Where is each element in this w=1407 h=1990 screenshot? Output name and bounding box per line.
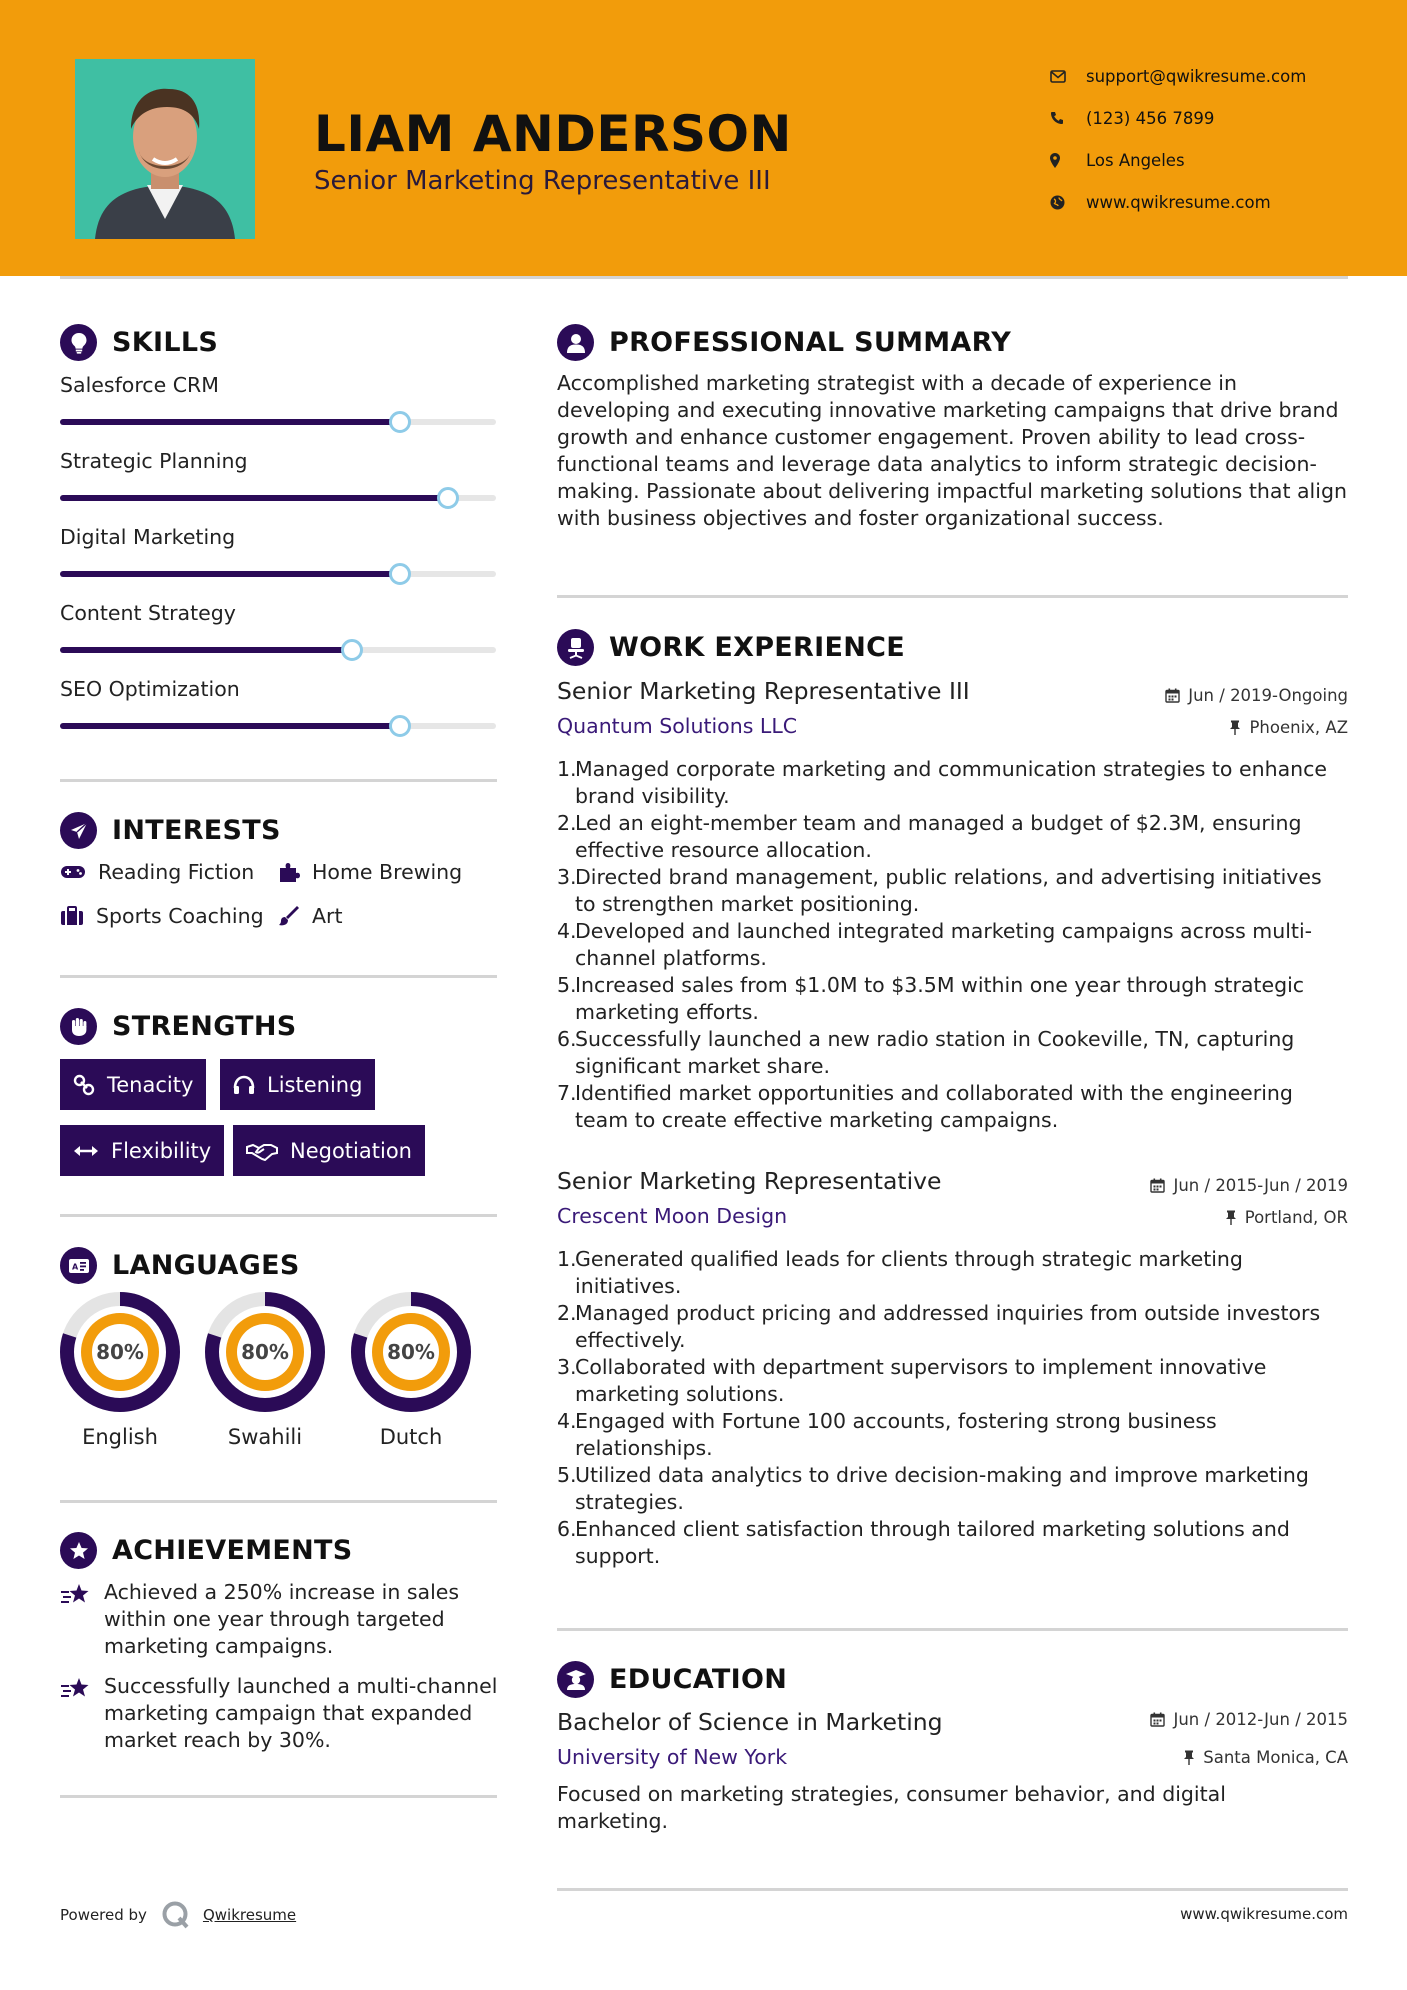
candidate-title: Senior Marketing Representative III [314, 166, 771, 196]
list-text: Generated qualified leads for clients through strategic marketing initiatives. [575, 1247, 1243, 1298]
list-text: Engaged with Fortune 100 accounts, fostering strong business relationships. [575, 1409, 1217, 1460]
languages-heading: A LANGUAGES [60, 1247, 300, 1284]
globe-icon [1050, 195, 1086, 210]
interest-item: Sports Coaching [60, 904, 264, 928]
list-number: 3. [557, 865, 577, 889]
job-location: Portland, OR [1225, 1208, 1348, 1227]
section-divider [557, 595, 1348, 598]
skill-label: Strategic Planning [60, 449, 248, 473]
section-divider [557, 1628, 1348, 1631]
contact-email[interactable]: support@qwikresume.com [1050, 55, 1306, 97]
phone-icon [1050, 111, 1086, 125]
section-divider [60, 1795, 497, 1798]
calendar-icon [1150, 1178, 1165, 1193]
puzzle-icon [278, 861, 302, 883]
user-icon [557, 324, 594, 361]
achievement-item: Achieved a 250% increase in sales within one year through targeted marketing campaigns. [60, 1579, 500, 1660]
briefcase-icon [60, 906, 86, 926]
list-text: Enhanced client satisfaction through tailored marketing solutions and support. [575, 1517, 1290, 1568]
language-percent: 80% [387, 1340, 435, 1364]
job-location: Phoenix, AZ [1229, 718, 1348, 737]
job-responsibilities [557, 1246, 1347, 1570]
skill-bar [60, 571, 496, 577]
qwikresume-logo-icon [161, 1900, 191, 1930]
list-number: 7. [557, 1081, 577, 1105]
list-item [557, 972, 1347, 1026]
language-icon [60, 1247, 97, 1284]
skill-bar [60, 495, 496, 501]
profile-photo [75, 59, 255, 239]
skill-bar-knob [389, 715, 411, 737]
language-name: English [82, 1425, 158, 1449]
interest-item: Art [278, 904, 343, 928]
list-number: 6. [557, 1517, 577, 1541]
skill-bar [60, 647, 496, 653]
list-text: Collaborated with department supervisors to implement innovative marketing solutions. [575, 1355, 1267, 1406]
list-text: Identified market opportunities and collaborated with the engineering team to create effective marketing campaigns. [575, 1081, 1293, 1132]
headphones-icon [233, 1075, 255, 1095]
gamepad-icon [60, 864, 88, 880]
header-divider [60, 276, 1348, 279]
section-divider [60, 779, 497, 782]
skill-bar-knob [389, 563, 411, 585]
list-item [557, 810, 1347, 864]
star-badge-icon [60, 1532, 97, 1569]
strengths-heading: STRENGTHS [60, 1008, 297, 1045]
language-name: Swahili [227, 1425, 303, 1449]
list-item [557, 864, 1347, 918]
list-item [557, 1300, 1347, 1354]
summary-heading: PROFESSIONAL SUMMARY [557, 324, 1011, 361]
calendar-icon [1165, 688, 1180, 703]
section-divider [557, 1888, 1348, 1891]
strength-badge: Flexibility [60, 1125, 224, 1176]
pushpin-icon [1225, 1210, 1237, 1225]
list-text: Successfully launched a new radio station in Cookeville, TN, capturing significant market share. [575, 1027, 1295, 1078]
job-responsibilities [557, 756, 1347, 1134]
job-title: Senior Marketing Representative [557, 1167, 942, 1195]
footer-url[interactable]: www.qwikresume.com [1180, 1905, 1348, 1923]
lightbulb-icon [60, 324, 97, 361]
skill-bar-fill [60, 419, 400, 425]
list-number: 6. [557, 1027, 577, 1051]
interests-heading: INTERESTS [60, 812, 281, 849]
language-name: Dutch [379, 1425, 443, 1449]
strength-badge: Negotiation [233, 1125, 425, 1176]
skill-item [60, 449, 496, 501]
achievements-heading: ACHIEVEMENTS [60, 1532, 353, 1569]
list-text: Developed and launched integrated marketing campaigns across multi-channel platforms. [575, 919, 1313, 970]
company-name: Quantum Solutions LLC [557, 714, 798, 738]
skill-label: Content Strategy [60, 601, 236, 625]
link-icon [73, 1074, 95, 1096]
skill-bar-knob [341, 639, 363, 661]
handshake-icon [246, 1141, 278, 1161]
language-item [204, 1291, 326, 1449]
list-number: 5. [557, 1463, 577, 1487]
skill-bar [60, 419, 496, 425]
list-text: Directed brand management, public relations, and advertising initiatives to strengthen market positioning. [575, 865, 1322, 916]
list-item [557, 1516, 1347, 1570]
pushpin-icon [1183, 1750, 1195, 1765]
footer-powered-by: Powered by Qwikresume [60, 1900, 296, 1930]
education-location: Santa Monica, CA [1183, 1748, 1348, 1767]
experience-heading: WORK EXPERIENCE [557, 629, 905, 666]
skill-label: Salesforce CRM [60, 373, 219, 397]
skill-item [60, 677, 496, 729]
achievement-item: Successfully launched a multi-channel marketing campaign that expanded market reach by 30%. [60, 1673, 500, 1754]
skill-item [60, 373, 496, 425]
language-item [59, 1291, 181, 1449]
list-text: Managed corporate marketing and communication strategies to enhance brand visibility. [575, 757, 1328, 808]
qwikresume-link[interactable]: Qwikresume [202, 1906, 297, 1924]
list-item [557, 1462, 1347, 1516]
contact-list [1050, 55, 1306, 223]
list-number: 1. [557, 1247, 577, 1271]
list-text: Utilized data analytics to drive decision-making and improve marketing strategies. [575, 1463, 1309, 1514]
company-name: Crescent Moon Design [557, 1204, 788, 1228]
skill-label: Digital Marketing [60, 525, 236, 549]
pushpin-icon [1229, 720, 1241, 735]
list-number: 1. [557, 757, 577, 781]
school-name: University of New York [557, 1745, 788, 1769]
contact-website[interactable]: www.qwikresume.com [1050, 181, 1306, 223]
skill-item [60, 601, 496, 653]
section-divider [60, 1500, 497, 1503]
language-percent: 80% [241, 1340, 289, 1364]
skill-bar-knob [389, 411, 411, 433]
skill-item [60, 525, 496, 577]
map-marker-icon [1050, 153, 1086, 168]
list-number: 2. [557, 811, 577, 835]
section-divider [60, 975, 497, 978]
skill-bar-knob [437, 487, 459, 509]
language-item [350, 1291, 472, 1449]
contact-location: Los Angeles [1050, 139, 1306, 181]
graduate-icon [557, 1661, 594, 1698]
list-item [557, 1080, 1347, 1134]
list-item [557, 918, 1347, 972]
contact-phone[interactable]: (123) 456 7899 [1050, 97, 1306, 139]
list-number: 2. [557, 1301, 577, 1325]
summary-text: Accomplished marketing strategist with a decade of experience in developing and executing innovative marketing campaigns that drive brand growth and enhance customer engagement. Proven ability to lead cross-functional teams and leverage data analytics to inform strategic decision-making. Passionate about delivering impactful marketing solutions that align with business objectives and foster organizational success. [557, 371, 1347, 530]
skill-bar-fill [60, 495, 448, 501]
list-item [557, 1246, 1347, 1300]
list-item [557, 1354, 1347, 1408]
education-dates: Jun / 2012-Jun / 2015 [1150, 1710, 1348, 1729]
envelope-icon [1050, 70, 1086, 83]
interest-item: Reading Fiction [60, 860, 254, 884]
list-item [557, 1408, 1347, 1462]
shooting-star-icon [60, 1579, 104, 1660]
language-percent: 80% [96, 1340, 144, 1364]
arrows-horizontal-icon [73, 1144, 99, 1158]
list-item [557, 1026, 1347, 1080]
skill-bar-fill [60, 571, 400, 577]
list-text: Led an eight-member team and managed a budget of $2.3M, ensuring effective resource allocation. [575, 811, 1302, 862]
office-chair-icon [557, 629, 594, 666]
shooting-star-icon [60, 1673, 104, 1754]
education-heading: EDUCATION [557, 1661, 787, 1698]
section-divider [60, 1214, 497, 1217]
skills-heading: SKILLS [60, 324, 218, 361]
list-number: 5. [557, 973, 577, 997]
svg-text:A: A [71, 1262, 78, 1271]
list-item [557, 756, 1347, 810]
skill-label: SEO Optimization [60, 677, 240, 701]
list-text: Increased sales from $1.0M to $3.5M within one year through strategic marketing efforts. [575, 973, 1305, 1024]
strength-badge: Tenacity [60, 1059, 206, 1110]
candidate-name: LIAM ANDERSON [314, 105, 792, 163]
list-number: 4. [557, 1409, 577, 1433]
list-text: Managed product pricing and addressed inquiries from outside investors effectively. [575, 1301, 1321, 1352]
fist-icon [60, 1008, 97, 1045]
resume-header [0, 0, 1407, 276]
skill-bar-fill [60, 723, 400, 729]
job-dates: Jun / 2015-Jun / 2019 [1150, 1176, 1348, 1195]
paper-plane-icon [60, 812, 97, 849]
interest-item: Home Brewing [278, 860, 462, 884]
job-dates: Jun / 2019-Ongoing [1165, 686, 1348, 705]
strength-badge: Listening [220, 1059, 375, 1110]
degree-title: Bachelor of Science in Marketing [557, 1708, 943, 1736]
job-title: Senior Marketing Representative III [557, 677, 970, 705]
list-number: 4. [557, 919, 577, 943]
skill-bar [60, 723, 496, 729]
paintbrush-icon [278, 905, 302, 927]
education-description: Focused on marketing strategies, consumer behavior, and digital marketing. [557, 1782, 1226, 1833]
list-number: 3. [557, 1355, 577, 1379]
calendar-icon [1150, 1712, 1165, 1727]
skill-bar-fill [60, 647, 352, 653]
